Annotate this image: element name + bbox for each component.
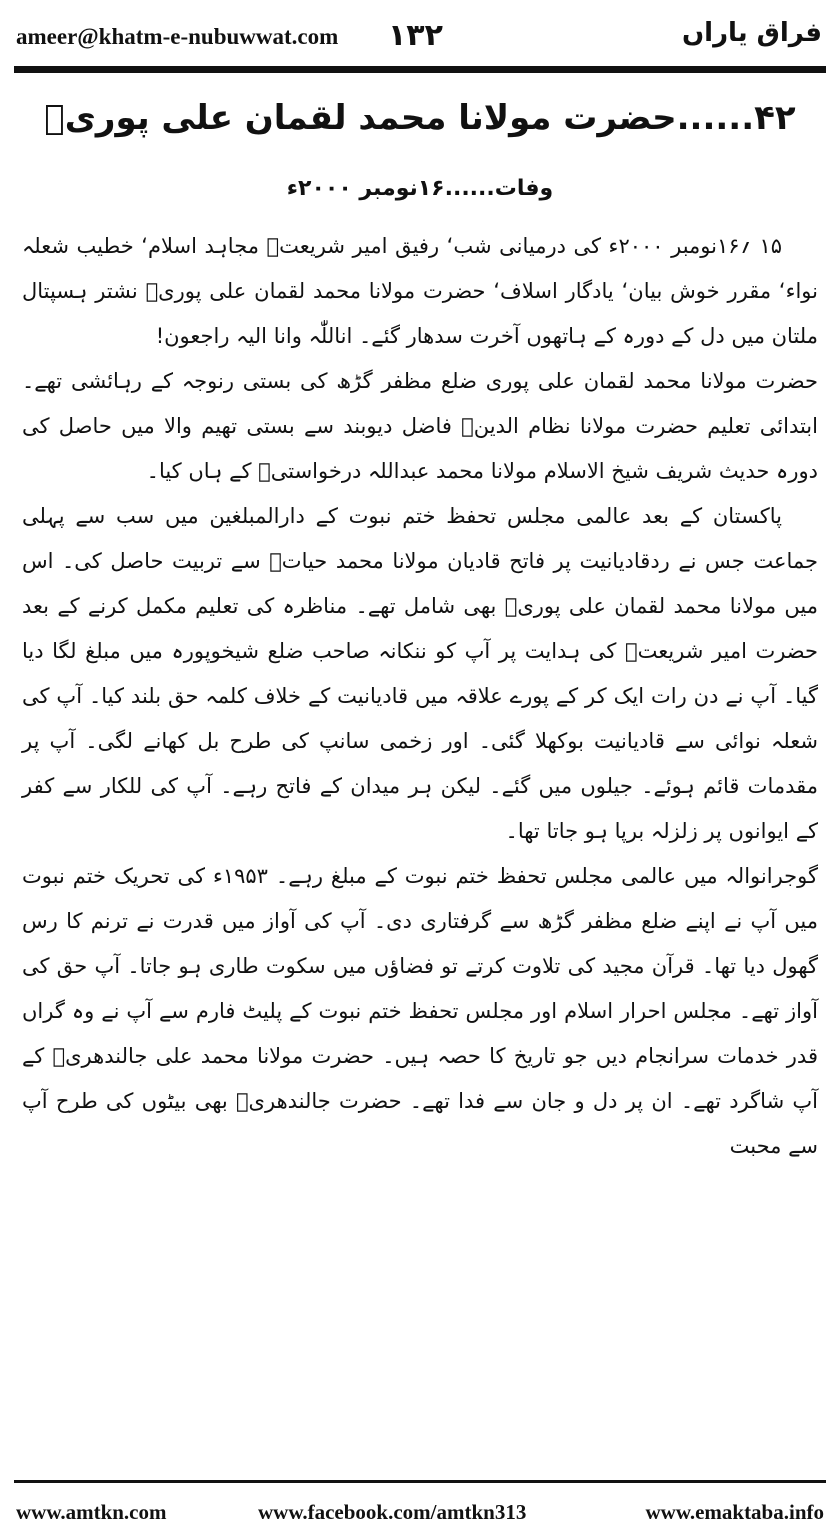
header-email: ameer@khatm-e-nubuwwat.com: [16, 24, 339, 49]
page-footer: [16, 1500, 824, 1530]
article-body: [22, 224, 818, 1169]
book-title: فراق یاراں: [681, 18, 822, 48]
page-header: [16, 14, 824, 66]
paragraph: حضرت مولانا محمد لقمان علی پوری ضلع مظفر گڑھ کی بستی رنوجہ کے رہائشی تھے۔ ابتدائی تعلیم حضرت مولانا نظام الدینؒ فاضل دیوبند سے بستی تھیم والا میں حاصل کی دورہ حدیث شریف شیخ الاسلام مولانا محمد عبداللہ درخواستیؒ کے ہاں کیا۔: [22, 369, 818, 483]
paragraph: پاکستان کے بعد عالمی مجلس تحفظ ختم نبوت کے دارالمبلغین میں سب سے پہلی جماعت جس نے ردقادیانیت پر فاتح قادیان مولانا محمد حیاتؒ سے تربیت حاصل کی۔ اس میں مولانا محمد لقمان علی پوریؒ بھی شامل تھے۔ مناظرہ کی تعلیم مکمل کرنے کے بعد حضرت امیر شریعتؒ کی ہدایت پر آپ کو ننکانہ صاحب ضلع شیخوپورہ میں مبلغ لگا دیا گیا۔ آپ نے دن رات ایک کر کے پورے علاقہ میں قادیانیت کے خلاف کلمہ حق بلند کیا۔ آپ کی شعلہ نوائی سے قادیانیت بوکھلا گئی۔ اور زخمی سانپ کی طرح بل کھانے لگی۔ آپ پر مقدمات قائم ہوئے۔ جیلوں میں گئے۔ لیکن ہر میدان کے فاتح رہے۔ آپ کی للکار سے کفر کے ایوانوں پر زلزلہ برپا ہو جاتا تھا۔: [22, 504, 818, 843]
paragraph: ۱۵ ؍۱۶نومبر ۲۰۰۰ء کی درمیانی شب‘ رفیق امیر شریعتؒ مجاہد اسلام‘ خطیب شعلہ نواء‘ مقرر خوش بیان‘ یادگار اسلاف‘ حضرت مولانا محمد لقمان علی پوریؒ نشتر ہسپتال ملتان میں دل کے دورہ کے ہاتھوں آخرت سدھار گئے۔ اناللّٰہ وانا الیہ راجعون!: [22, 234, 818, 348]
footer-rule: [14, 1480, 826, 1483]
header-rule: [14, 66, 826, 73]
death-date: وفات......۱۶نومبر ۲۰۰۰ء: [286, 176, 554, 201]
paragraph: گوجرانوالہ میں عالمی مجلس تحفظ ختم نبوت کے مبلغ رہے۔ ۱۹۵۳ء کی تحریک ختم نبوت میں آپ نے اپنے ضلع مظفر گڑھ سے گرفتاری دی۔ آپ کی آواز میں قدرت نے ترنم کا رس گھول دیا تھا۔ قرآن مجید کی تلاوت کرتے تو فضاؤں میں سکوت طاری ہو جاتا۔ آپ حق کی آواز تھے۔ مجلس احرار اسلام اور مجلس تحفظ ختم نبوت کے پلیٹ فارم سے آپ نے وہ گراں قدر خدمات سرانجام دیں جو تاریخ کا حصہ ہیں۔ حضرت مولانا محمد علی جالندھریؒ کے آپ شاگرد تھے۔ ان پر دل و جان سے فدا تھے۔ حضرت جالندھریؒ بھی بیٹوں کی طرح آپ سے محبت: [22, 864, 818, 1158]
article-title: ۴۲......حضرت مولانا محمد لقمان علی پوریؒ: [44, 98, 796, 138]
page-number: ۱۳۲: [388, 18, 443, 53]
footer-link-emaktaba[interactable]: www.emaktaba.info: [645, 1500, 824, 1524]
footer-link-amtkn[interactable]: www.amtkn.com: [16, 1500, 167, 1524]
footer-link-facebook[interactable]: www.facebook.com/amtkn313: [258, 1500, 527, 1524]
